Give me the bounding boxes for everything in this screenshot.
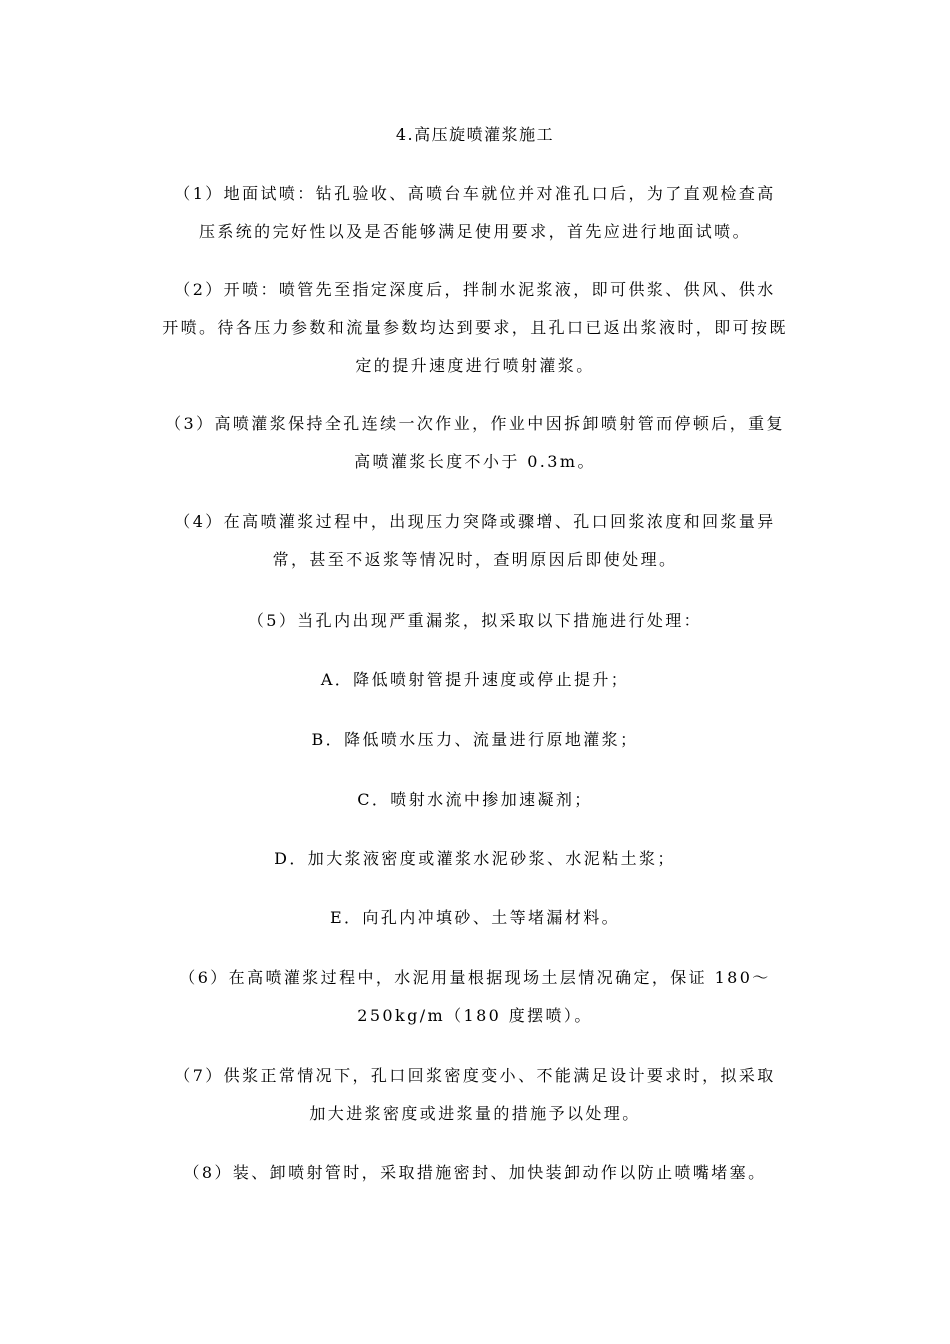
paragraph-line: 定的提升速度进行喷射灌浆。 <box>355 356 595 375</box>
measure-b <box>130 721 820 759</box>
paragraph-line: （5）当孔内出现严重漏浆，拟采取以下措施进行处理： <box>247 611 703 630</box>
paragraph-line: （2）开喷：喷管先至指定深度后，拌制水泥浆液，即可供浆、供风、供水 <box>174 280 776 299</box>
paragraph-line: D．加大浆液密度或灌浆水泥砂浆、水泥粘土浆； <box>274 849 676 868</box>
paragraph-line: B．降低喷水压力、流量进行原地灌浆； <box>311 730 639 749</box>
paragraph-line: 加大进浆密度或进浆量的措施予以处理。 <box>309 1104 641 1123</box>
section-title-text: 4.高压旋喷灌浆施工 <box>395 125 555 144</box>
paragraph-1 <box>130 175 820 251</box>
paragraph-4 <box>130 503 820 579</box>
measure-e <box>130 899 820 937</box>
paragraph-8 <box>130 1154 820 1192</box>
paragraph-5 <box>130 602 820 640</box>
paragraph-line: 常，甚至不返浆等情况时，查明原因后即使处理。 <box>272 550 678 569</box>
paragraph-line: E．向孔内冲填砂、土等堵漏材料。 <box>329 908 621 927</box>
measure-c <box>130 781 820 819</box>
paragraph-line: 250kg/m（180 度摆喷）。 <box>357 1006 593 1025</box>
measure-a <box>130 661 820 699</box>
paragraph-7 <box>130 1057 820 1133</box>
paragraph-line: 压系统的完好性以及是否能够满足使用要求，首先应进行地面试喷。 <box>198 222 751 241</box>
paragraph-line: （4）在高喷灌浆过程中，出现压力突降或骤增、孔口回浆浓度和回浆量异 <box>174 512 776 531</box>
paragraph-line: 开喷。待各压力参数和流量参数均达到要求，且孔口已返出浆液时，即可按既 <box>162 318 788 337</box>
paragraph-line: A．降低喷射管提升速度或停止提升； <box>320 670 630 689</box>
paragraph-line: （3）高喷灌浆保持全孔连续一次作业，作业中因拆卸喷射管而停顿后，重复 <box>165 414 785 433</box>
paragraph-6 <box>130 959 820 1035</box>
section-title <box>130 116 820 154</box>
paragraph-3 <box>130 405 820 481</box>
paragraph-line: （1）地面试喷：钻孔验收、高喷台车就位并对准孔口后，为了直观检查高 <box>174 184 776 203</box>
measure-d <box>130 840 820 878</box>
paragraph-2 <box>130 271 820 385</box>
paragraph-line: （7）供浆正常情况下，孔口回浆密度变小、不能满足设计要求时，拟采取 <box>174 1066 776 1085</box>
paragraph-line: （8）装、卸喷射管时，采取措施密封、加快装卸动作以防止喷嘴堵塞。 <box>183 1163 767 1182</box>
paragraph-line: 高喷灌浆长度不小于 0.3m。 <box>354 452 596 471</box>
paragraph-line: C．喷射水流中掺加速凝剂； <box>357 790 593 809</box>
paragraph-line: （6）在高喷灌浆过程中，水泥用量根据现场土层情况确定，保证 180～ <box>179 968 771 987</box>
